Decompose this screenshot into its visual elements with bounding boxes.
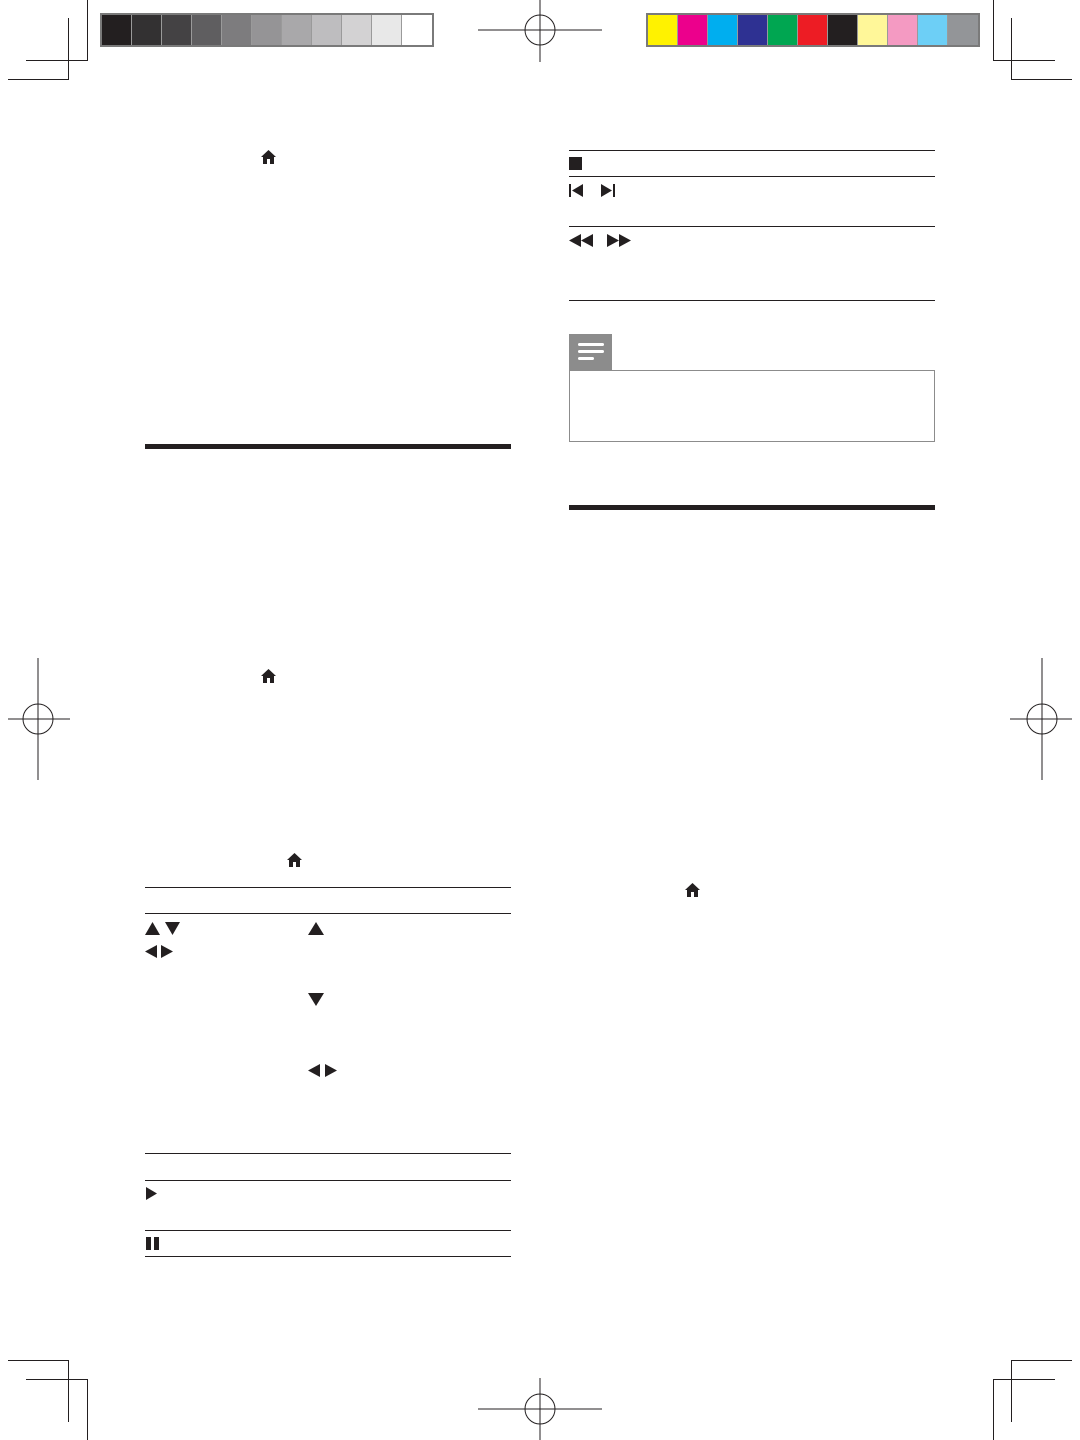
table-rule <box>569 150 935 151</box>
stop-icon <box>569 157 582 170</box>
table-rule <box>145 913 511 914</box>
color-swatch <box>648 15 678 45</box>
note-icon <box>569 334 612 371</box>
gray-swatch <box>162 15 192 45</box>
section-divider-right <box>569 505 935 510</box>
pause-icon <box>146 1237 159 1250</box>
note-box <box>569 370 935 442</box>
table-rule <box>145 1180 511 1181</box>
color-swatch <box>678 15 708 45</box>
table-rule <box>569 226 935 227</box>
gray-swatch <box>252 15 282 45</box>
home-icon <box>261 150 276 164</box>
up-down-arrows-icon <box>145 922 181 935</box>
registration-mark-left <box>8 658 70 780</box>
table-rule <box>145 1256 511 1257</box>
table-rule <box>145 1153 511 1154</box>
gray-swatch <box>282 15 312 45</box>
left-right-arrows-icon <box>145 945 173 958</box>
left-right-arrows-icon <box>308 1064 337 1077</box>
gray-swatch <box>222 15 252 45</box>
table-rule <box>145 887 511 888</box>
registration-mark-bottom <box>478 1378 602 1440</box>
play-icon <box>146 1187 157 1200</box>
table-rule <box>145 1230 511 1231</box>
registration-mark-top <box>478 0 602 62</box>
home-icon <box>261 669 276 683</box>
section-divider-left <box>145 444 511 449</box>
color-swatch <box>768 15 798 45</box>
color-swatch <box>708 15 738 45</box>
color-swatch <box>738 15 768 45</box>
up-arrow-icon <box>308 922 324 935</box>
down-arrow-icon <box>308 993 324 1006</box>
color-swatch <box>948 15 978 45</box>
rewind-fast-forward-icon <box>569 234 631 247</box>
gray-swatch <box>312 15 342 45</box>
color-swatch <box>858 15 888 45</box>
gray-swatch <box>372 15 402 45</box>
previous-next-icon <box>569 184 615 197</box>
gray-swatch <box>342 15 372 45</box>
home-icon <box>287 853 302 867</box>
color-swatch <box>828 15 858 45</box>
gray-swatch <box>192 15 222 45</box>
table-rule <box>569 300 935 301</box>
grayscale-swatch-bar <box>100 13 434 47</box>
color-swatch-bar <box>646 13 980 47</box>
gray-swatch <box>132 15 162 45</box>
home-icon <box>685 883 700 897</box>
color-swatch <box>798 15 828 45</box>
color-swatch <box>888 15 918 45</box>
registration-mark-right <box>1010 658 1072 780</box>
table-rule <box>569 176 935 177</box>
gray-swatch <box>102 15 132 45</box>
color-swatch <box>918 15 948 45</box>
gray-swatch <box>402 15 432 45</box>
